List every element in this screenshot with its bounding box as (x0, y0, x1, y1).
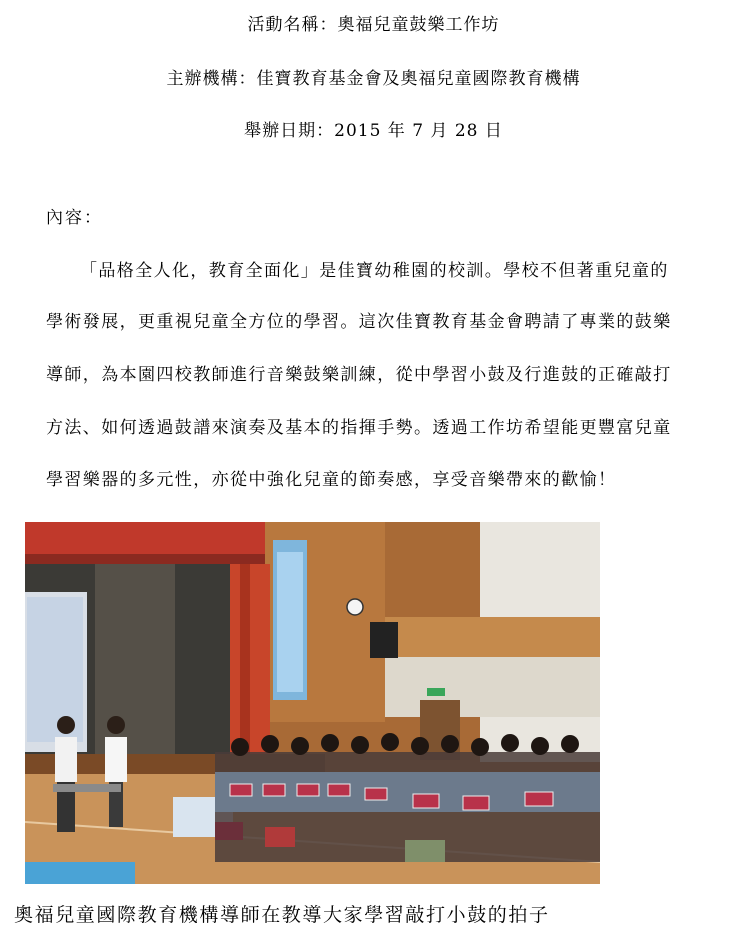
paragraph-line-1: 「品格全人化，教育全面化」是佳寶幼稚園的校訓。學校不但著重兒童的 (80, 261, 669, 281)
paragraph-line-2: 學術發展，更重視兒童全方位的學習。這次佳寶教育基金會聘請了專業的鼓樂 (46, 312, 672, 332)
workshop-photo (25, 522, 600, 884)
organizer-line: 主辦機構：佳寶教育基金會及奧福兒童國際教育機構 (166, 69, 581, 89)
content-label: 內容： (46, 208, 103, 228)
paragraph-line-5: 學習樂器的多元性，亦從中強化兒童的節奏感，享受音樂帶來的歡愉！ (46, 470, 617, 490)
event-name: 活動名稱：奧福兒童鼓樂工作坊 (247, 15, 500, 35)
paragraph-line-4: 方法、如何透過鼓譜來演奏及基本的指揮手勢。透過工作坊希望能更豐富兒童 (46, 418, 672, 438)
paragraph-line-3: 導師，為本園四校教師進行音樂鼓樂訓練，從中學習小鼓及行進鼓的正確敲打 (46, 365, 672, 385)
event-date: 舉辦日期：2015 年 7 月 28 日 (244, 121, 503, 141)
photo-caption: 奧福兒童國際教育機構導師在教導大家學習敲打小鼓的拍子 (14, 904, 550, 926)
